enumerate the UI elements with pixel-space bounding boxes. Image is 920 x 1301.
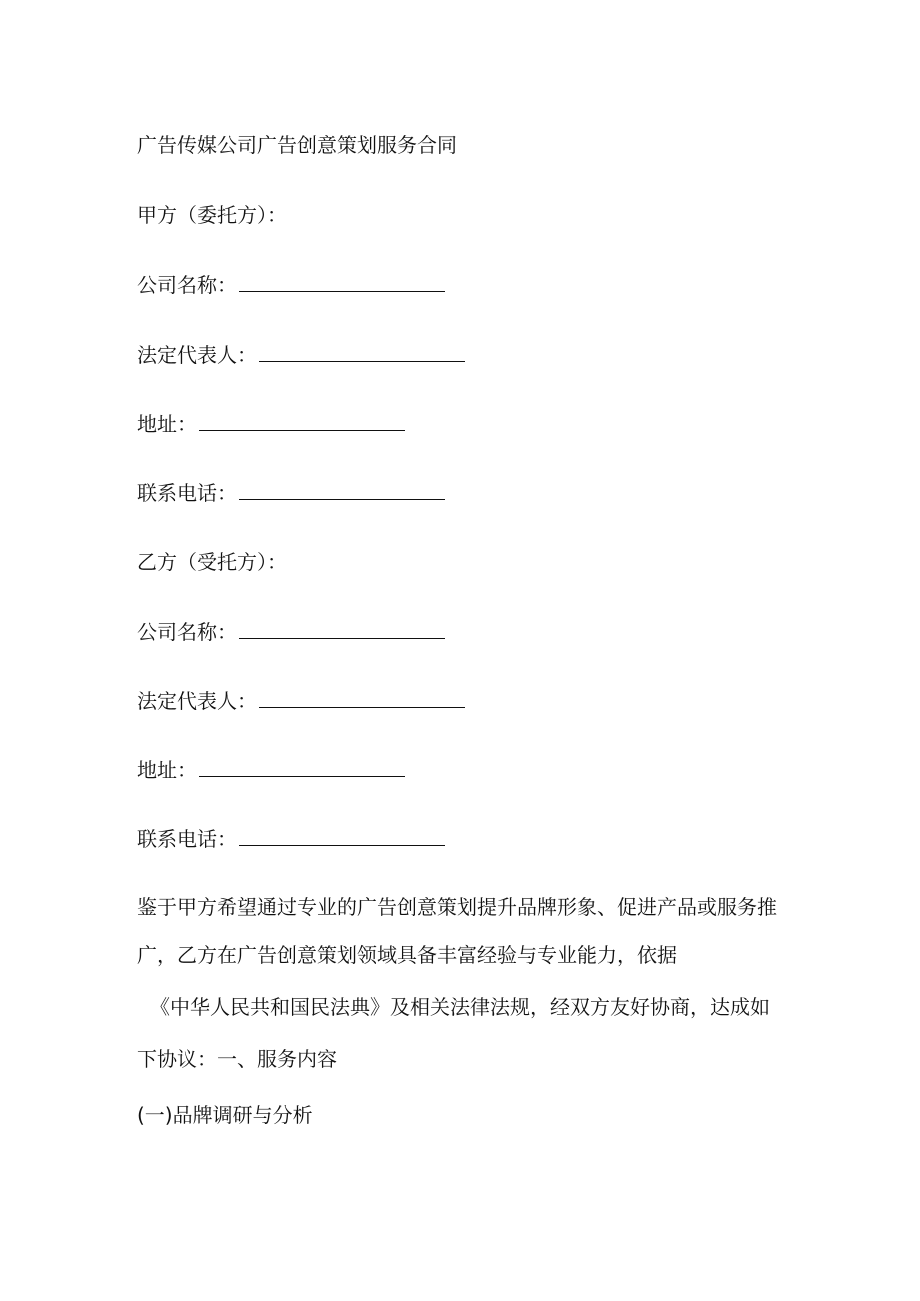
party-b-address-line <box>137 756 405 783</box>
party-a-company-blank[interactable] <box>239 271 445 292</box>
party-b-address-label: 地址： <box>137 758 197 782</box>
party-b-rep-line <box>137 687 465 714</box>
party-b-phone-line <box>137 825 445 852</box>
party-b-address-blank[interactable] <box>199 756 405 777</box>
section-1-1-heading: (一)品牌调研与分析 <box>137 1103 313 1127</box>
party-b-heading: 乙方（受托方）： <box>137 550 287 574</box>
party-a-company-line <box>137 271 445 298</box>
party-a-company-label: 公司名称： <box>137 273 237 297</box>
party-a-phone-label: 联系电话： <box>137 481 237 505</box>
party-a-rep-blank[interactable] <box>259 341 465 362</box>
preamble-line-4: 下协议：一、服务内容 <box>137 1047 337 1071</box>
party-a-rep-label: 法定代表人： <box>137 343 257 367</box>
contract-title: 广告传媒公司广告创意策划服务合同 <box>137 133 457 157</box>
party-a-heading: 甲方（委托方）： <box>137 203 287 227</box>
party-a-address-blank[interactable] <box>199 410 405 431</box>
party-a-rep-line <box>137 341 465 368</box>
party-b-company-blank[interactable] <box>239 618 445 639</box>
party-b-company-line <box>137 618 445 645</box>
party-a-address-label: 地址： <box>137 412 197 436</box>
party-b-phone-label: 联系电话： <box>137 827 237 851</box>
party-b-company-label: 公司名称： <box>137 620 237 644</box>
party-a-phone-line <box>137 479 445 506</box>
party-a-address-line <box>137 410 405 437</box>
party-b-rep-label: 法定代表人： <box>137 689 257 713</box>
preamble-line-2: 广，乙方在广告创意策划领域具备丰富经验与专业能力，依据 <box>137 943 677 967</box>
party-a-phone-blank[interactable] <box>239 479 445 500</box>
preamble-line-1: 鉴于甲方希望通过专业的广告创意策划提升品牌形象、促进产品或服务推 <box>137 895 777 919</box>
party-b-phone-blank[interactable] <box>239 825 445 846</box>
party-b-rep-blank[interactable] <box>259 687 465 708</box>
preamble-line-3: 《中华人民共和国民法典》及相关法律法规，经双方友好协商，达成如 <box>150 995 770 1019</box>
